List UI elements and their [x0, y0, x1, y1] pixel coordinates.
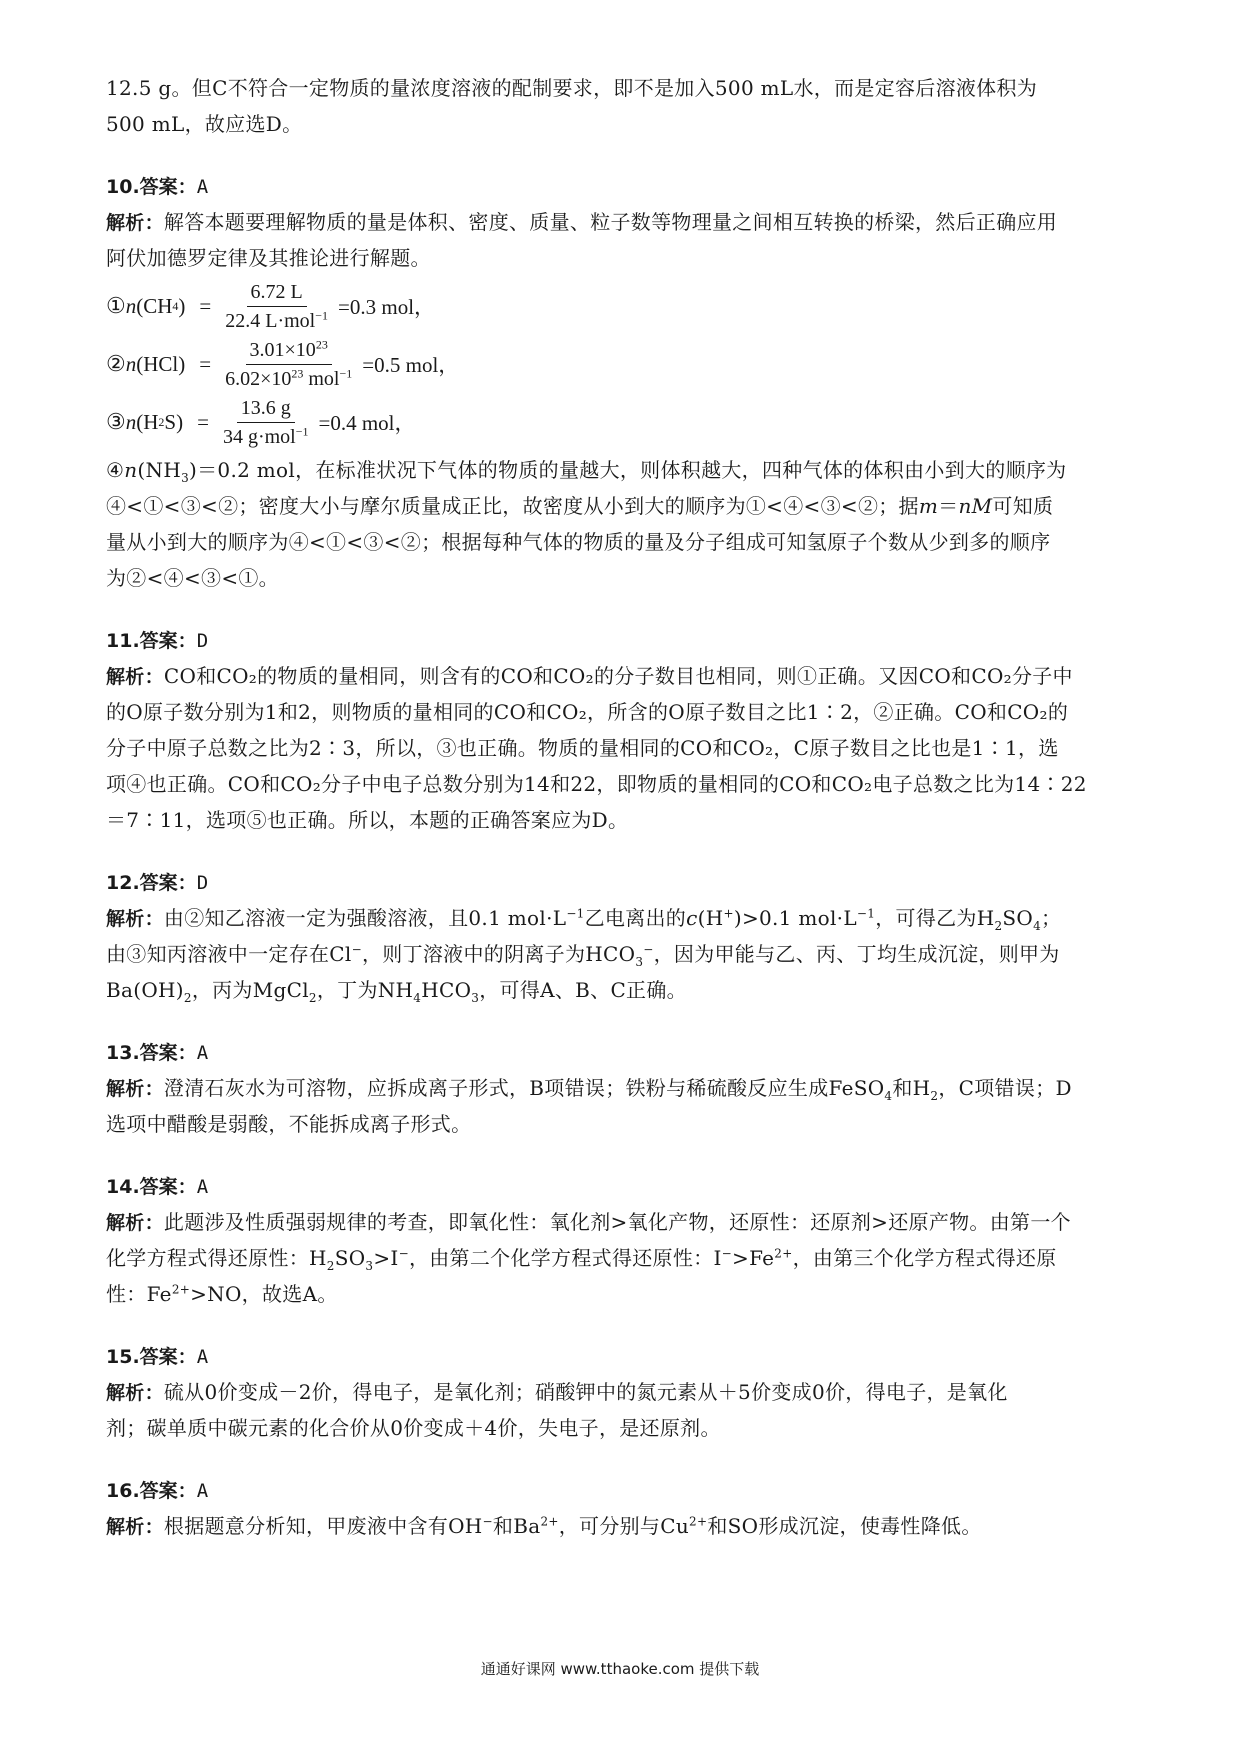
q12-answer-label: 答案： — [139, 872, 197, 894]
q10-formula-2: ② n (HCl) = $\frac{3.01\times 10^{23}}{6.02\times 10^{23} mol^{-1}}$ =0.5 mol， — [106, 336, 460, 390]
document-body — [106, 70, 1146, 1544]
q10-exp-line-4: ④<①<③<②；密度大小与摩尔质量成正比，故密度从小到大的顺序为①<④<③<②；据m＝nM可知质 — [106, 494, 1054, 518]
q12-exp-line-3: $Ba(OH)_2$，丙为MgCl$_2$，丁为$NH_4HCO_3$，可得A、B、C正确。 — [106, 978, 687, 1005]
q12-answer-value: D — [196, 872, 209, 894]
q14-answer-value: A — [196, 1176, 209, 1198]
q11-answer — [106, 622, 1146, 658]
q13-answer-value: A — [196, 1042, 209, 1064]
q11-exp-line-1: 解析：CO和CO₂的物质的量相同，则含有的CO和CO₂的分子数目也相同，则①正确。又因CO和CO₂分子中 — [106, 664, 1073, 688]
q16-exp-line-1: 解析：根据题意分析知，甲废液中含有OH−和$Ba^{2+}$，可分别与$Cu^{2+}$和SO形成沉淀，使毒性降低。 — [106, 1514, 982, 1538]
q11-exp-line-5: ＝7∶11，选项⑤也正确。所以，本题的正确答案应为D。 — [106, 808, 629, 832]
q12-exp-line-1: 解析：由②知乙溶液一定为强酸溶液，且0.1 $mol\cdot L^{-1}$乙电离出的c(H+)>0.1 $mol\cdot L^{-1}$，可得乙为$H_2SO_4$； — [106, 906, 1062, 933]
q16-answer-value: A — [196, 1480, 209, 1502]
q15-exp-label: 解析： — [106, 1382, 164, 1404]
q11-number: 11. — [106, 630, 140, 652]
q12-exp-label: 解析： — [106, 908, 164, 930]
q11-exp-line-3: 分子中原子总数之比为2∶3，所以，③也正确。物质的量相同的CO和CO₂，C原子数目之比也是1∶1，选 — [106, 736, 1059, 760]
q13-exp-line-2: 选项中醋酸是弱酸，不能拆成离子形式。 — [106, 1112, 472, 1136]
q14-answer — [106, 1168, 1146, 1204]
q15-number: 15. — [106, 1346, 140, 1368]
intro-line-1: 12.5 g。但C不符合一定物质的量浓度溶液的配制要求，即不是加入500 mL水，而是定容后溶液体积为 — [106, 76, 1038, 100]
q10-exp-label: 解析： — [106, 212, 164, 234]
q11-answer-label: 答案： — [139, 630, 197, 652]
q10-exp-line-3: $④n(NH_3)=0.2$ mol，在标准状况下气体的物质的量越大，则体积越大，四种气体的体积由小到大的顺序为 — [106, 458, 1067, 485]
q13-number: 13. — [106, 1042, 140, 1064]
q10-number: 10. — [106, 176, 140, 198]
q14-exp-line-3: 性：$Fe^{2+}>NO$，故选A。 — [106, 1282, 338, 1306]
q15-answer — [106, 1338, 1146, 1374]
q14-answer-label: 答案： — [139, 1176, 197, 1198]
q11-answer-value: D — [196, 630, 209, 652]
q12-number: 12. — [106, 872, 140, 894]
q14-exp-label: 解析： — [106, 1212, 164, 1234]
q10-formula-3: ③ n (H 2 S) = $\frac{13.6 g}{34 g\cdot mol^{-1}}$ =0.4 mol， — [106, 396, 416, 448]
q14-exp-line-2: 化学方程式得还原性：$H_2SO_3>I^-$，由第二个化学方程式得还原性：$I^->Fe^{2+}$，由第三个化学方程式得还原 — [106, 1246, 1057, 1273]
q10-exp-line-6: 为②<④<③<①。 — [106, 566, 279, 590]
q12-exp-line-2: 由③知丙溶液中一定存在Cl−，则丁溶液中的阴离子为$HCO_3^-$，因为甲能与乙、丙、丁均生成沉淀，则甲为 — [106, 942, 1060, 969]
q12-answer — [106, 864, 1146, 900]
page-footer: 通通好课网 www.tthaoke.com 提供下载 — [480, 1660, 760, 1678]
q13-exp-line-1: 解析：澄清石灰水为可溶物，应拆成离子形式，B项错误；铁粉与稀硫酸反应生成FeSO$_4$和$H_2$，C项错误；D — [106, 1076, 1072, 1103]
q10-exp-line-5: 量从小到大的顺序为④<①<③<②；根据每种气体的物质的量及分子组成可知氢原子个数从少到多的顺序 — [106, 530, 1051, 554]
q11-exp-line-2: 的O原子数分别为1和2，则物质的量相同的CO和CO₂，所含的O原子数目之比1∶2，②正确。CO和CO₂的 — [106, 700, 1069, 724]
q11-exp-line-4: 项④也正确。CO和CO₂分子中电子总数分别为14和22，即物质的量相同的CO和CO₂电子总数之比为14∶22 — [106, 772, 1087, 796]
q10-fraction-2: $\frac{3.01\times 10^{23}}{6.02\times 10^{23} mol^{-1}}$ — [225, 336, 353, 390]
q10-fraction-1: $\frac{6.72 L}{22.4 L\cdot mol^{-1}}$ — [225, 280, 329, 332]
q10-exp-text-1: 解答本题要理解物质的量是体积、密度、质量、粒子数等物理量之间相互转换的桥梁，然后正确应用 — [163, 210, 1058, 234]
q15-exp-line-1: 解析：硫从0价变成－2价，得电子，是氧化剂；硝酸钾中的氮元素从＋5价变成0价，得电子，是氧化 — [106, 1380, 1008, 1404]
q15-answer-value: A — [196, 1346, 209, 1368]
q10-exp-line-1 — [106, 204, 1146, 240]
q13-exp-label: 解析： — [106, 1078, 164, 1100]
q10-answer — [106, 168, 1146, 204]
q14-exp-line-1: 解析：此题涉及性质强弱规律的考查，即氧化性：氧化剂>氧化产物，还原性：还原剂>还原产物。由第一个 — [106, 1210, 1071, 1234]
q16-answer — [106, 1472, 1146, 1508]
q16-number: 16. — [106, 1480, 140, 1502]
q10-answer-label: 答案： — [139, 176, 197, 198]
q16-answer-label: 答案： — [139, 1480, 197, 1502]
q10-formula-1: ① n (CH 4 ) = $\frac{6.72 L}{22.4 L\cdot mol^{-1}}$ =0.3 mol， — [106, 280, 436, 332]
q14-number: 14. — [106, 1176, 140, 1198]
q16-exp-label: 解析： — [106, 1516, 164, 1538]
q10-answer-value: A — [196, 176, 209, 198]
q10-fraction-3: $\frac{13.6 g}{34 g\cdot mol^{-1}}$ — [222, 396, 309, 448]
q15-exp-line-2: 剂；碳单质中碳元素的化合价从0价变成＋4价，失电子，是还原剂。 — [106, 1416, 721, 1440]
q13-answer — [106, 1034, 1146, 1070]
q10-exp-line-2: 阿伏加德罗定律及其推论进行解题。 — [106, 246, 431, 270]
intro-line-2: 500 mL，故应选D。 — [106, 112, 303, 136]
q15-answer-label: 答案： — [139, 1346, 197, 1368]
q11-exp-label: 解析： — [106, 666, 164, 688]
q13-answer-label: 答案： — [139, 1042, 197, 1064]
